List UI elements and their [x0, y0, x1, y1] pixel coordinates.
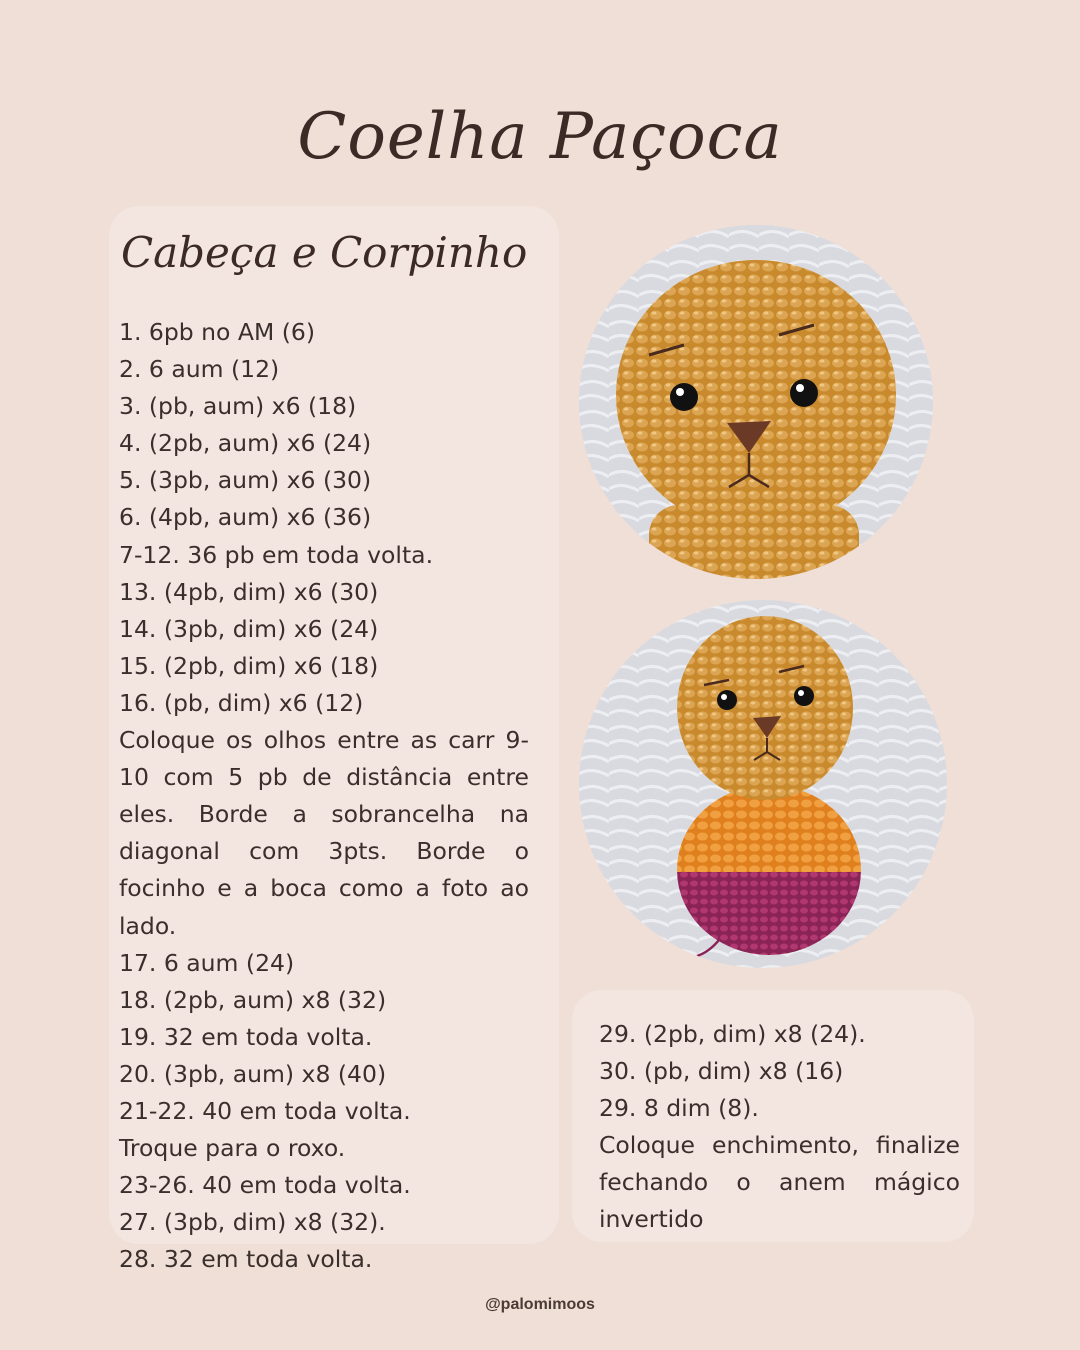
- step-item: 21-22. 40 em toda volta.: [119, 1096, 411, 1125]
- steps-list-right: [599, 1016, 960, 1239]
- steps-list-left: [119, 314, 529, 1278]
- page-title: Coelha Paçoca: [297, 100, 783, 174]
- step-item: 27. (3pb, dim) x8 (32).: [119, 1208, 386, 1237]
- step-item: 28. 32 em toda volta.: [119, 1245, 373, 1274]
- step-item: 3. (pb, aum) x6 (18): [119, 392, 357, 421]
- step-item: 14. (3pb, dim) x6 (24): [119, 614, 379, 643]
- step-item: 5. (3pb, aum) x6 (30): [119, 466, 372, 495]
- step-item: 4. (2pb, aum) x6 (24): [119, 429, 372, 458]
- step-item: 29. 8 dim (8).: [599, 1094, 759, 1123]
- instructions-card-right: [572, 990, 974, 1242]
- step-item: 20. (3pb, aum) x8 (40): [119, 1059, 387, 1088]
- step-item: 18. (2pb, aum) x8 (32): [119, 985, 387, 1014]
- step-item: 17. 6 aum (24): [119, 948, 295, 977]
- step-note: Coloque os olhos entre as carr 9-10 com 5 pb de distância entre eles. Borde a sobrancelha na diagonal com 3pts. Borde o focinho e a boca como a foto ao lado.: [119, 726, 529, 940]
- step-note: Coloque enchimento, finalize fechando o anem mágico invertido: [599, 1131, 960, 1234]
- step-item: 7-12. 36 pb em toda volta.: [119, 540, 434, 569]
- section-title: Cabeça e Corpinho: [121, 228, 528, 277]
- step-item: 19. 32 em toda volta.: [119, 1022, 373, 1051]
- author-handle: @palomimoos: [485, 1296, 595, 1313]
- step-item: Troque para o roxo.: [119, 1134, 346, 1163]
- step-item: 30. (pb, dim) x8 (16): [599, 1057, 844, 1086]
- instructions-card-left: [109, 206, 559, 1274]
- step-item: 15. (2pb, dim) x6 (18): [119, 651, 379, 680]
- step-item: 1. 6pb no AM (6): [119, 318, 315, 346]
- step-item: 23-26. 40 em toda volta.: [119, 1171, 411, 1200]
- step-item: 16. (pb, dim) x6 (12): [119, 688, 364, 717]
- step-item: 29. (2pb, dim) x8 (24).: [599, 1020, 866, 1048]
- bunny-body-photo: [579, 600, 947, 968]
- step-item: 6. (4pb, aum) x6 (36): [119, 503, 372, 532]
- step-item: 13. (4pb, dim) x6 (30): [119, 577, 379, 606]
- bunny-head-photo: [579, 225, 933, 579]
- step-item: 2. 6 aum (12): [119, 355, 280, 384]
